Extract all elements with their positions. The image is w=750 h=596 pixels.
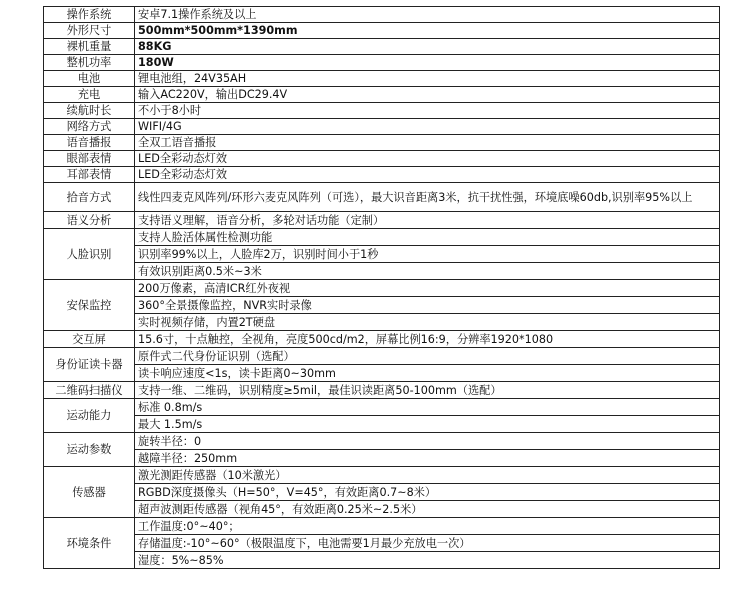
power-value: 180W bbox=[135, 55, 720, 71]
idcard-value-2: 读卡响应速度<1s，读卡距离0~30mm bbox=[135, 365, 720, 382]
sensors-value-2: RGBD深度摄像头（H=50°，V=45°，有效距离0.7~8米） bbox=[135, 484, 720, 501]
network-label: 网络方式 bbox=[44, 119, 135, 135]
battery-label: 电池 bbox=[44, 71, 135, 87]
ears-label: 耳部表情 bbox=[44, 167, 135, 183]
motion-label: 运动能力 bbox=[44, 399, 135, 433]
table-row bbox=[44, 23, 720, 39]
table-row bbox=[44, 135, 720, 151]
motion-value-1: 标准 0.8m/s bbox=[135, 399, 720, 416]
table-row bbox=[44, 314, 720, 331]
endurance-value: 不小于8小时 bbox=[135, 103, 720, 119]
table-row bbox=[44, 484, 720, 501]
table-row bbox=[44, 467, 720, 484]
table-row bbox=[44, 382, 720, 399]
table-row bbox=[44, 365, 720, 382]
motion-value-2: 最大 1.5m/s bbox=[135, 416, 720, 433]
table-row bbox=[44, 212, 720, 229]
motion-params-value-1: 旋转半径：0 bbox=[135, 433, 720, 450]
power-label: 整机功率 bbox=[44, 55, 135, 71]
voice-label: 语音播报 bbox=[44, 135, 135, 151]
security-value-2: 360°全景摄像监控，NVR实时录像 bbox=[135, 297, 720, 314]
table-row bbox=[44, 552, 720, 569]
table-row bbox=[44, 348, 720, 365]
semantic-label: 语义分析 bbox=[44, 212, 135, 229]
face-value-2: 识别率99%以上，人脸库2万，识别时间小于1秒 bbox=[135, 246, 720, 263]
table-row bbox=[44, 331, 720, 348]
table-row bbox=[44, 229, 720, 246]
qr-label: 二维码扫描仪 bbox=[44, 382, 135, 399]
sensors-label: 传感器 bbox=[44, 467, 135, 518]
table-row bbox=[44, 39, 720, 55]
face-label: 人脸识别 bbox=[44, 229, 135, 280]
environment-label: 环境条件 bbox=[44, 518, 135, 569]
eyes-value: LED全彩动态灯效 bbox=[135, 151, 720, 167]
sensors-value-1: 激光测距传感器（10米激光） bbox=[135, 467, 720, 484]
table-row bbox=[44, 399, 720, 416]
table-row bbox=[44, 55, 720, 71]
table-row bbox=[44, 71, 720, 87]
charging-label: 充电 bbox=[44, 87, 135, 103]
qr-value: 支持一维、二维码，识别精度≥5mil，最佳识读距离50-100mm（选配） bbox=[135, 382, 720, 399]
table-row bbox=[44, 501, 720, 518]
semantic-value: 支持语义理解，语音分析，多轮对话功能（定制） bbox=[135, 212, 720, 229]
spec-table bbox=[43, 6, 720, 569]
battery-value: 锂电池组，24V35AH bbox=[135, 71, 720, 87]
screen-label: 交互屏 bbox=[44, 331, 135, 348]
table-row bbox=[44, 103, 720, 119]
environment-value-3: 湿度：5%~85% bbox=[135, 552, 720, 569]
weight-label: 裸机重量 bbox=[44, 39, 135, 55]
pickup-label: 拾音方式 bbox=[44, 183, 135, 212]
table-row bbox=[44, 416, 720, 433]
table-row bbox=[44, 280, 720, 297]
sensors-value-3: 超声波测距传感器（视角45°，有效距离0.25米~2.5米） bbox=[135, 501, 720, 518]
table-row bbox=[44, 87, 720, 103]
face-value-1: 支持人脸活体属性检测功能 bbox=[135, 229, 720, 246]
pickup-value: 线性四麦克风阵列/环形六麦克风阵列（可选），最大识音距离3米，抗干扰性强，环境底噪60db,识别率95%以上 bbox=[135, 183, 720, 212]
table-row bbox=[44, 183, 720, 212]
os-label: 操作系统 bbox=[44, 7, 135, 23]
table-row bbox=[44, 167, 720, 183]
size-label: 外形尺寸 bbox=[44, 23, 135, 39]
table-row bbox=[44, 151, 720, 167]
network-value: WIFI/4G bbox=[135, 119, 720, 135]
motion-params-label: 运动参数 bbox=[44, 433, 135, 467]
voice-value: 全双工语音播报 bbox=[135, 135, 720, 151]
table-row bbox=[44, 119, 720, 135]
idcard-label: 身份证读卡器 bbox=[44, 348, 135, 382]
table-row bbox=[44, 7, 720, 23]
security-value-3: 实时视频存储，内置2T硬盘 bbox=[135, 314, 720, 331]
weight-value: 88KG bbox=[135, 39, 720, 55]
table-row bbox=[44, 450, 720, 467]
environment-value-1: 工作温度:0°~40°； bbox=[135, 518, 720, 535]
face-value-3: 有效识别距离0.5米~3米 bbox=[135, 263, 720, 280]
screen-value: 15.6寸，十点触控，全视角，亮度500cd/m2，屏幕比例16:9，分辨率1920*1080 bbox=[135, 331, 720, 348]
table-row bbox=[44, 433, 720, 450]
eyes-label: 眼部表情 bbox=[44, 151, 135, 167]
charging-value: 输入AC220V，输出DC29.4V bbox=[135, 87, 720, 103]
idcard-value-1: 原件式二代身份证识别（选配） bbox=[135, 348, 720, 365]
ears-value: LED全彩动态灯效 bbox=[135, 167, 720, 183]
table-row bbox=[44, 535, 720, 552]
size-value: 500mm*500mm*1390mm bbox=[135, 23, 720, 39]
motion-params-value-2: 越障半径：250mm bbox=[135, 450, 720, 467]
table-row bbox=[44, 297, 720, 314]
environment-value-2: 存储温度:-10°~60°（极限温度下，电池需要1月最少充放电一次） bbox=[135, 535, 720, 552]
table-row bbox=[44, 263, 720, 280]
table-row bbox=[44, 518, 720, 535]
os-value: 安卓7.1操作系统及以上 bbox=[135, 7, 720, 23]
security-value-1: 200万像素，高清ICR红外夜视 bbox=[135, 280, 720, 297]
endurance-label: 续航时长 bbox=[44, 103, 135, 119]
table-row bbox=[44, 246, 720, 263]
security-label: 安保监控 bbox=[44, 280, 135, 331]
